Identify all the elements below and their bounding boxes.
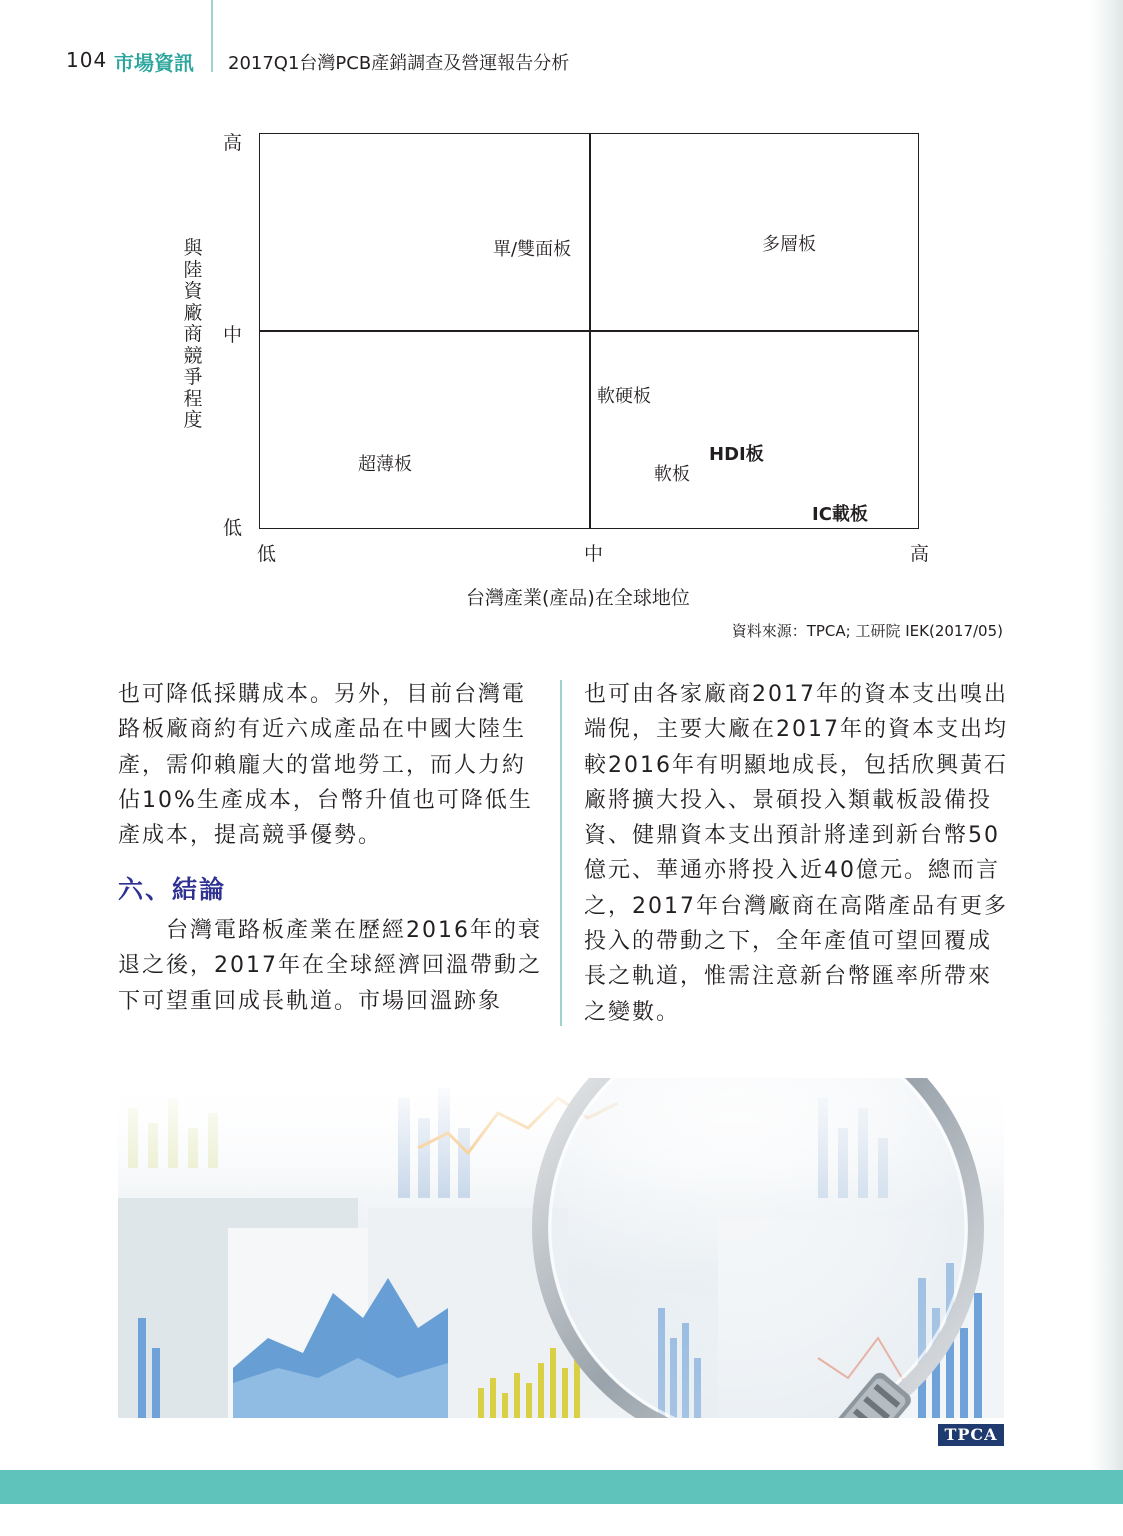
section-label: 市場資訊 xyxy=(114,51,194,75)
section-heading: 六、結論 xyxy=(118,875,227,904)
y-axis-label: 與陸資廠商競爭程度 xyxy=(183,237,203,431)
photo-illustration xyxy=(118,1078,1004,1418)
footer-bar xyxy=(0,1470,1123,1504)
y-tick-high: 高 xyxy=(223,132,243,154)
point-rigid-flex-board: 軟硬板 xyxy=(597,386,651,407)
point-hdi-board: HDI板 xyxy=(709,444,764,465)
point-ic-substrate: IC載板 xyxy=(812,504,868,525)
page-edge-shadow xyxy=(1090,0,1123,1470)
chart-horizontal-divider xyxy=(259,330,919,332)
point-flex-board: 軟板 xyxy=(654,464,690,485)
y-tick-mid: 中 xyxy=(223,324,243,346)
body-paragraph-left-bottom: 台灣電路板產業在歷經2016年的衰退之後，2017年在全球經濟回溫帶動之下可望重回成長軌道。市場回溫跡象 xyxy=(118,918,542,1014)
x-axis-label: 台灣產業(產品)在全球地位 xyxy=(466,587,690,609)
page-title: 2017Q1台灣PCB產銷調查及營運報告分析 xyxy=(228,53,570,74)
x-tick-mid: 中 xyxy=(584,543,604,565)
y-tick-low: 低 xyxy=(223,517,243,539)
tpca-logo: TPCA xyxy=(938,1424,1004,1446)
magnifier-chart-photo xyxy=(118,1078,1004,1418)
point-multilayer-board: 多層板 xyxy=(762,234,816,255)
column-divider xyxy=(560,680,562,1026)
point-ultra-thin-board: 超薄板 xyxy=(358,454,412,475)
page-number: 104 xyxy=(66,48,108,72)
header-divider xyxy=(211,0,213,72)
body-paragraph-left-top: 也可降低採購成本。另外，目前台灣電路板廠商約有近六成產品在中國大陸生產，需仰賴龐大的當地勞工，而人力約佔10%生產成本，台幣升值也可降低生產成本，提高競爭優勢。 xyxy=(118,682,533,849)
chart-source: 資料來源：TPCA; 工研院 IEK(2017/05) xyxy=(731,622,1003,640)
x-tick-low: 低 xyxy=(257,543,277,565)
body-paragraph-right: 也可由各家廠商2017年的資本支出嗅出端倪，主要大廠在2017年的資本支出均較2016年有明顯地成長，包括欣興黃石廠將擴大投入、景碩投入類載板設備投資、健鼎資本支出預計將達到新台幣50億元、華通亦將投入近40億元。總而言之，2017年台灣廠商在高階產品有更多投入的帶動之下，全年產值可望回覆成長之軌道，惟需注意新台幣匯率所帶來之變數。 xyxy=(584,682,1008,1025)
point-single-double-board: 單/雙面板 xyxy=(493,239,572,260)
x-tick-high: 高 xyxy=(910,543,930,565)
